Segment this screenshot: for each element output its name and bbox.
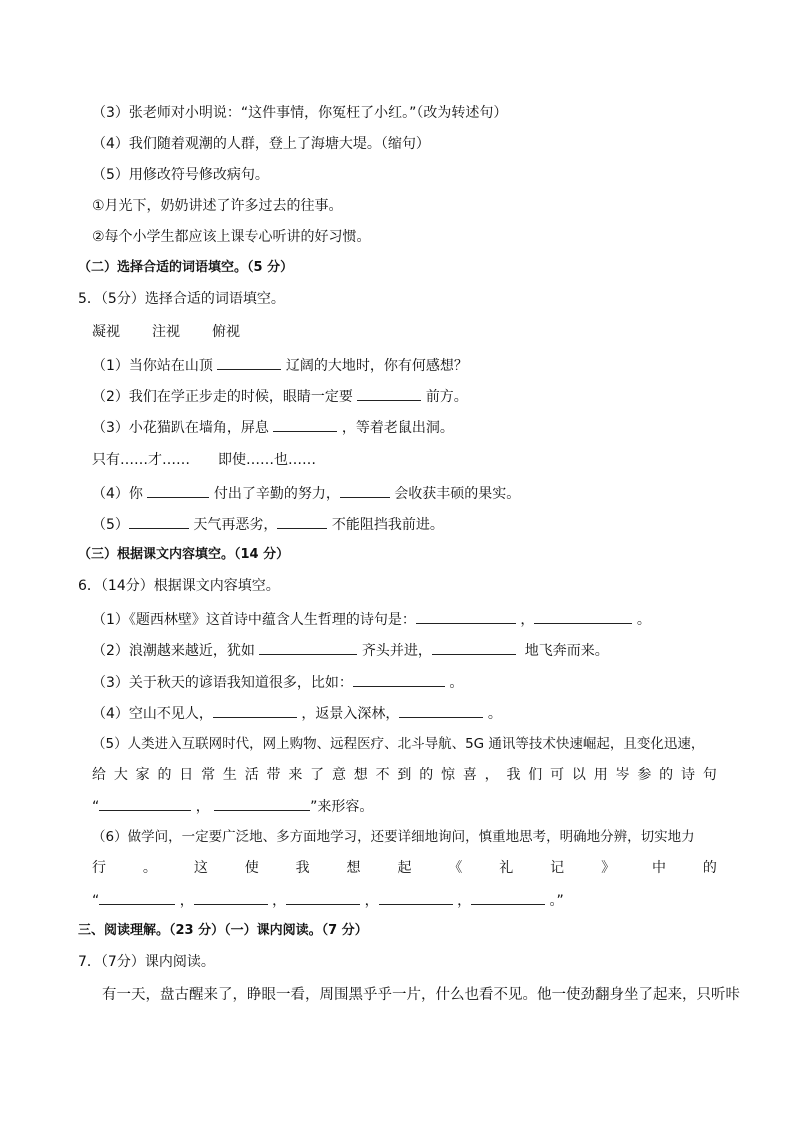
q6-title: 6．（14分）根据课文内容填空。 (78, 578, 280, 594)
section4-heading: 三、阅读理解。（23 分）（一）课内阅读。（7 分） (78, 923, 368, 938)
justified-char: 我 (295, 860, 310, 876)
justified-char: 大 (113, 767, 128, 783)
justified-char: 来 (288, 767, 303, 783)
answer-blank[interactable] (399, 703, 483, 718)
justified-char: 们 (528, 767, 543, 783)
justified-char: 礼 (499, 860, 514, 876)
justified-char: 岑 (615, 767, 630, 783)
q6-item3: （3）关于秋天的谚语我知道很多，比如： 。 (92, 672, 463, 693)
q5-item2: （2）我们在学正步走的时候，眼睛一定要 前方。 (92, 386, 468, 407)
q6-item6-line3: “ ， ， ， ， 。” (92, 890, 564, 911)
justified-char: 活 (244, 767, 259, 783)
answer-blank[interactable] (471, 890, 545, 905)
justified-char: 中 (651, 860, 666, 876)
q5-item3: （3）小花猫趴在墙角，屏息 ，等着老鼠出洞。 (92, 417, 454, 438)
justified-char: 这 (193, 860, 208, 876)
q5-item1: （1）当你站在山顶 辽阔的大地时，你有何感想？ (92, 355, 468, 376)
q6-item4: （4）空山不见人， ，返景入深林， 。 (92, 703, 502, 724)
q4-sentence-2: ②每个小学生都应该上课专心听讲的好习惯。 (92, 229, 371, 245)
q6-item6-line2 (92, 858, 717, 878)
q5-item5: （5） 天气再恶劣， 不能阻挡我前进。 (92, 514, 444, 535)
answer-blank[interactable] (357, 386, 421, 401)
q4-item5: （5）用修改符号修改病句。 (92, 167, 269, 183)
justified-char: ， (484, 767, 499, 783)
answer-blank[interactable] (353, 672, 445, 687)
justified-char: 》 (601, 860, 616, 876)
justified-char: 想 (353, 767, 368, 783)
justified-char: 的 (419, 767, 434, 783)
justified-char: 给 (92, 767, 106, 783)
answer-blank[interactable] (286, 890, 360, 905)
justified-char: 想 (346, 860, 361, 876)
q5-word-bank-1 (92, 322, 240, 342)
justified-char: 我 (506, 767, 521, 783)
justified-char: 的 (157, 767, 172, 783)
answer-blank[interactable] (259, 640, 357, 655)
word-option: 凝视 (92, 324, 120, 340)
justified-char: 起 (397, 860, 412, 876)
answer-blank[interactable] (340, 483, 390, 498)
answer-blank[interactable] (273, 417, 337, 432)
justified-char: 句 (702, 767, 717, 783)
answer-blank[interactable] (147, 483, 209, 498)
justified-char: 记 (550, 860, 565, 876)
justified-char: 以 (571, 767, 586, 783)
word-option: 俯视 (212, 324, 240, 340)
q5-word-bank-2 (92, 450, 316, 470)
justified-char: 带 (266, 767, 281, 783)
justified-char: 不 (375, 767, 390, 783)
q5-item4: （4）你 付出了辛勤的努力， 会收获丰硕的果实。 (92, 483, 520, 504)
justified-char: 家 (135, 767, 150, 783)
justified-char: 参 (637, 767, 652, 783)
justified-char: 《 (448, 860, 463, 876)
q5-title: 5．（5分）选择合适的词语填空。 (78, 291, 285, 307)
answer-blank[interactable] (99, 890, 175, 905)
q7-title: 7．（7分）课内阅读。 (78, 954, 215, 970)
justified-char: 诗 (680, 767, 695, 783)
justified-char: 喜 (462, 767, 477, 783)
justified-char: 的 (702, 860, 717, 876)
justified-char: 意 (331, 767, 346, 783)
answer-blank[interactable] (99, 796, 191, 811)
justified-char: 行 (92, 860, 106, 876)
answer-blank[interactable] (432, 640, 516, 655)
q7-paragraph: 有一天，盘古醒来了，睁眼一看，周围黑乎乎一片，什么也看不见。他一使劲翻身坐了起来，只听咔 (102, 987, 740, 1003)
justified-char: 的 (659, 767, 674, 783)
q4-sentence-1: ①月光下，奶奶讲述了许多过去的往事。 (92, 198, 343, 214)
answer-blank[interactable] (379, 890, 453, 905)
q6-item5-line2 (92, 765, 717, 785)
answer-blank[interactable] (214, 796, 310, 811)
word-option: 注视 (152, 324, 180, 340)
justified-char: 用 (593, 767, 608, 783)
justified-char: 生 (222, 767, 237, 783)
section2-heading: （二）选择合适的词语填空。（5 分） (78, 260, 294, 275)
section3-heading: （三）根据课文内容填空。（14 分） (78, 547, 290, 562)
q6-item1: （1）《题西林壁》这首诗中蕴含人生哲理的诗句是： ， 。 (92, 609, 651, 630)
q6-item5-line3: “ ， ”来形容。 (92, 796, 373, 817)
q4-item4: （4）我们随着观潮的人群，登上了海塘大堤。（缩句） (92, 136, 430, 152)
justified-char: 常 (201, 767, 216, 783)
justified-char: 惊 (441, 767, 455, 783)
justified-char: 日 (179, 767, 194, 783)
justified-char: 使 (244, 860, 259, 876)
answer-blank[interactable] (416, 609, 516, 624)
justified-char: 可 (550, 767, 565, 783)
word-option: 只有……才…… (92, 452, 190, 468)
answer-blank[interactable] (217, 355, 281, 370)
justified-char: 了 (310, 767, 325, 783)
answer-blank[interactable] (194, 890, 268, 905)
justified-char: 。 (142, 860, 157, 876)
word-option: 即使……也…… (218, 452, 316, 468)
answer-blank[interactable] (534, 609, 632, 624)
q6-item2: （2）浪潮越来越近，犹如 齐头并进， 地飞奔而来。 (92, 640, 609, 661)
q6-item6-line1: （6）做学问，一定要广泛地、多方面地学习，还要详细地询问，慎重地思考，明确地分辨，切实地力 (92, 829, 695, 845)
answer-blank[interactable] (277, 514, 327, 529)
q6-item5-line1: （5）人类进入互联网时代，网上购物、远程医疗、北斗导航、5G 通讯等技术快速崛起，且变化迅速， (92, 736, 705, 752)
q4-item3: （3）张老师对小明说：“这件事情，你冤枉了小红。”（改为转述句） (92, 105, 508, 121)
answer-blank[interactable] (213, 703, 297, 718)
justified-char: 到 (397, 767, 412, 783)
answer-blank[interactable] (129, 514, 189, 529)
